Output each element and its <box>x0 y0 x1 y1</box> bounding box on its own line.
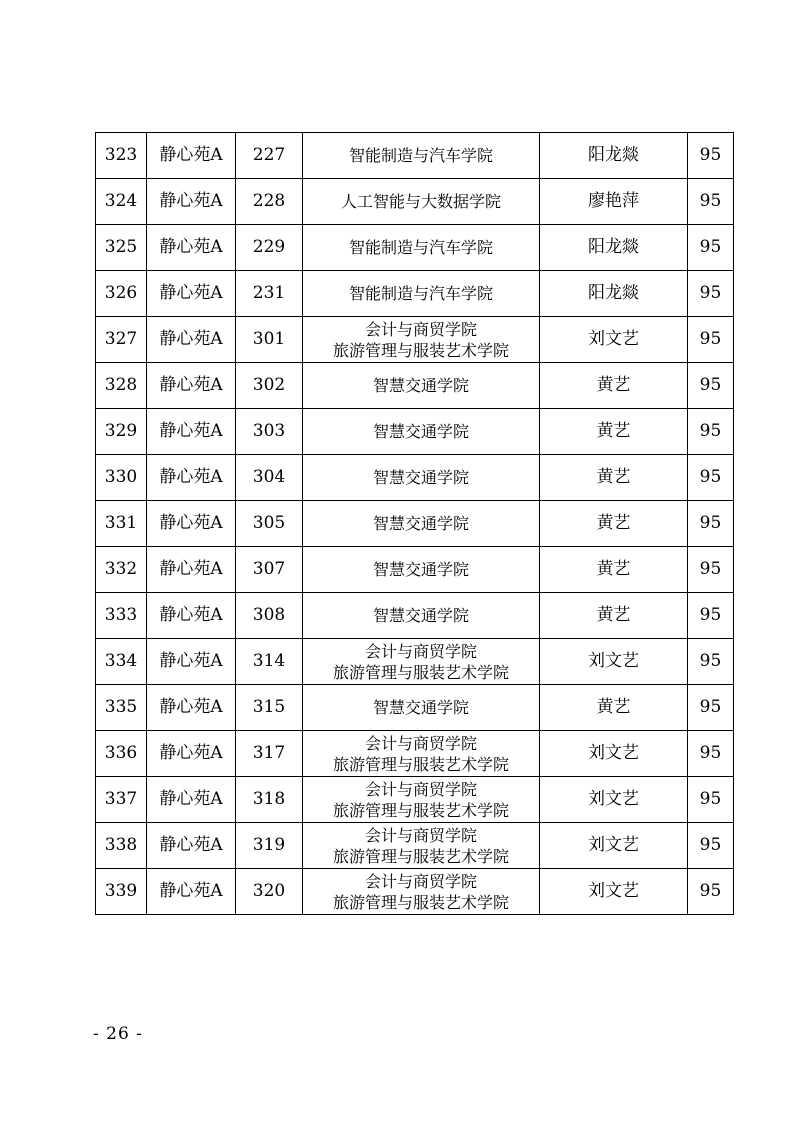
inspector-name-cell: 黄艺 <box>540 685 688 731</box>
building-cell: 静心苑A <box>147 869 236 915</box>
table-row <box>96 133 734 179</box>
score-cell: 95 <box>688 639 734 685</box>
college-cell <box>303 409 540 455</box>
seq-cell: 338 <box>96 823 147 869</box>
table-body <box>96 133 734 915</box>
college-name: 人工智能与大数据学院 <box>340 192 501 211</box>
room-cell: 229 <box>236 225 303 271</box>
seq-cell: 323 <box>96 133 147 179</box>
building-cell: 静心苑A <box>147 823 236 869</box>
seq-cell: 337 <box>96 777 147 823</box>
college-name: 智慧交通学院 <box>372 514 469 533</box>
seq-cell: 335 <box>96 685 147 731</box>
college-cell <box>303 777 540 823</box>
score-cell: 95 <box>688 547 734 593</box>
inspector-name-cell: 黄艺 <box>540 409 688 455</box>
room-cell: 301 <box>236 317 303 363</box>
building-cell: 静心苑A <box>147 317 236 363</box>
college-name: 会计与商贸学院 <box>364 319 477 339</box>
college-name: 会计与商贸学院 <box>364 871 477 891</box>
table-row <box>96 869 734 915</box>
seq-cell: 324 <box>96 179 147 225</box>
room-cell: 227 <box>236 133 303 179</box>
score-cell: 95 <box>688 225 734 271</box>
college-cell <box>303 455 540 501</box>
college-name: 智慧交通学院 <box>372 422 469 441</box>
score-cell: 95 <box>688 179 734 225</box>
room-cell: 231 <box>236 271 303 317</box>
table-row <box>96 501 734 547</box>
seq-cell: 334 <box>96 639 147 685</box>
building-cell: 静心苑A <box>147 685 236 731</box>
college-name: 智慧交通学院 <box>372 698 469 717</box>
college-name: 旅游管理与服装艺术学院 <box>332 892 509 912</box>
inspector-name-cell: 阳龙燚 <box>540 133 688 179</box>
room-cell: 307 <box>236 547 303 593</box>
college-name: 会计与商贸学院 <box>364 779 477 799</box>
inspector-name-cell: 黄艺 <box>540 455 688 501</box>
building-cell: 静心苑A <box>147 133 236 179</box>
college-cell <box>303 639 540 685</box>
room-cell: 303 <box>236 409 303 455</box>
college-name: 智能制造与汽车学院 <box>348 284 493 303</box>
score-cell: 95 <box>688 869 734 915</box>
college-cell <box>303 593 540 639</box>
inspector-name-cell: 刘文艺 <box>540 639 688 685</box>
college-cell <box>303 869 540 915</box>
seq-cell: 328 <box>96 363 147 409</box>
seq-cell: 326 <box>96 271 147 317</box>
table-row <box>96 409 734 455</box>
college-name: 智能制造与汽车学院 <box>348 146 493 165</box>
score-cell: 95 <box>688 685 734 731</box>
inspector-name-cell: 刘文艺 <box>540 823 688 869</box>
building-cell: 静心苑A <box>147 271 236 317</box>
building-cell: 静心苑A <box>147 179 236 225</box>
seq-cell: 336 <box>96 731 147 777</box>
college-name: 智慧交通学院 <box>372 606 469 625</box>
score-cell: 95 <box>688 777 734 823</box>
college-name: 会计与商贸学院 <box>364 641 477 661</box>
dormitory-inspection-table <box>95 132 734 915</box>
building-cell: 静心苑A <box>147 731 236 777</box>
inspector-name-cell: 黄艺 <box>540 363 688 409</box>
table-row <box>96 363 734 409</box>
college-name: 旅游管理与服装艺术学院 <box>332 662 509 682</box>
score-cell: 95 <box>688 593 734 639</box>
college-cell <box>303 547 540 593</box>
seq-cell: 327 <box>96 317 147 363</box>
building-cell: 静心苑A <box>147 639 236 685</box>
college-name: 旅游管理与服装艺术学院 <box>332 340 509 360</box>
building-cell: 静心苑A <box>147 547 236 593</box>
seq-cell: 332 <box>96 547 147 593</box>
college-name: 会计与商贸学院 <box>364 733 477 753</box>
college-name: 智慧交通学院 <box>372 560 469 579</box>
room-cell: 228 <box>236 179 303 225</box>
seq-cell: 325 <box>96 225 147 271</box>
building-cell: 静心苑A <box>147 593 236 639</box>
building-cell: 静心苑A <box>147 455 236 501</box>
college-name: 旅游管理与服装艺术学院 <box>332 754 509 774</box>
building-cell: 静心苑A <box>147 363 236 409</box>
seq-cell: 330 <box>96 455 147 501</box>
table-row <box>96 271 734 317</box>
table-row <box>96 731 734 777</box>
inspector-name-cell: 廖艳萍 <box>540 179 688 225</box>
room-cell: 319 <box>236 823 303 869</box>
room-cell: 314 <box>236 639 303 685</box>
score-cell: 95 <box>688 363 734 409</box>
room-cell: 305 <box>236 501 303 547</box>
college-cell <box>303 685 540 731</box>
inspector-name-cell: 阳龙燚 <box>540 225 688 271</box>
room-cell: 302 <box>236 363 303 409</box>
score-cell: 95 <box>688 409 734 455</box>
inspector-name-cell: 刘文艺 <box>540 731 688 777</box>
seq-cell: 333 <box>96 593 147 639</box>
score-cell: 95 <box>688 271 734 317</box>
room-cell: 317 <box>236 731 303 777</box>
room-cell: 304 <box>236 455 303 501</box>
score-cell: 95 <box>688 133 734 179</box>
building-cell: 静心苑A <box>147 777 236 823</box>
room-cell: 318 <box>236 777 303 823</box>
score-cell: 95 <box>688 731 734 777</box>
building-cell: 静心苑A <box>147 225 236 271</box>
college-cell <box>303 225 540 271</box>
college-name: 智慧交通学院 <box>372 376 469 395</box>
college-cell <box>303 731 540 777</box>
college-cell <box>303 133 540 179</box>
college-cell <box>303 271 540 317</box>
room-cell: 315 <box>236 685 303 731</box>
table-row <box>96 179 734 225</box>
seq-cell: 329 <box>96 409 147 455</box>
table-row <box>96 823 734 869</box>
college-cell <box>303 501 540 547</box>
building-cell: 静心苑A <box>147 501 236 547</box>
inspector-name-cell: 刘文艺 <box>540 317 688 363</box>
inspector-name-cell: 刘文艺 <box>540 777 688 823</box>
score-cell: 95 <box>688 823 734 869</box>
college-name: 旅游管理与服装艺术学院 <box>332 846 509 866</box>
college-cell <box>303 363 540 409</box>
inspector-name-cell: 黄艺 <box>540 501 688 547</box>
seq-cell: 339 <box>96 869 147 915</box>
college-name: 智能制造与汽车学院 <box>348 238 493 257</box>
page-number: - 26 - <box>93 1024 143 1044</box>
table-row <box>96 455 734 501</box>
room-cell: 320 <box>236 869 303 915</box>
table-row <box>96 639 734 685</box>
college-cell <box>303 317 540 363</box>
college-name: 智慧交通学院 <box>372 468 469 487</box>
college-cell <box>303 179 540 225</box>
inspector-name-cell: 刘文艺 <box>540 869 688 915</box>
building-cell: 静心苑A <box>147 409 236 455</box>
score-cell: 95 <box>688 501 734 547</box>
inspector-name-cell: 黄艺 <box>540 593 688 639</box>
table-row <box>96 777 734 823</box>
room-cell: 308 <box>236 593 303 639</box>
table-row <box>96 685 734 731</box>
table-row <box>96 593 734 639</box>
table-row <box>96 317 734 363</box>
table-row <box>96 547 734 593</box>
inspector-name-cell: 阳龙燚 <box>540 271 688 317</box>
college-cell <box>303 823 540 869</box>
college-name: 旅游管理与服装艺术学院 <box>332 800 509 820</box>
score-cell: 95 <box>688 317 734 363</box>
seq-cell: 331 <box>96 501 147 547</box>
inspector-name-cell: 黄艺 <box>540 547 688 593</box>
college-name: 会计与商贸学院 <box>364 825 477 845</box>
table-row <box>96 225 734 271</box>
score-cell: 95 <box>688 455 734 501</box>
